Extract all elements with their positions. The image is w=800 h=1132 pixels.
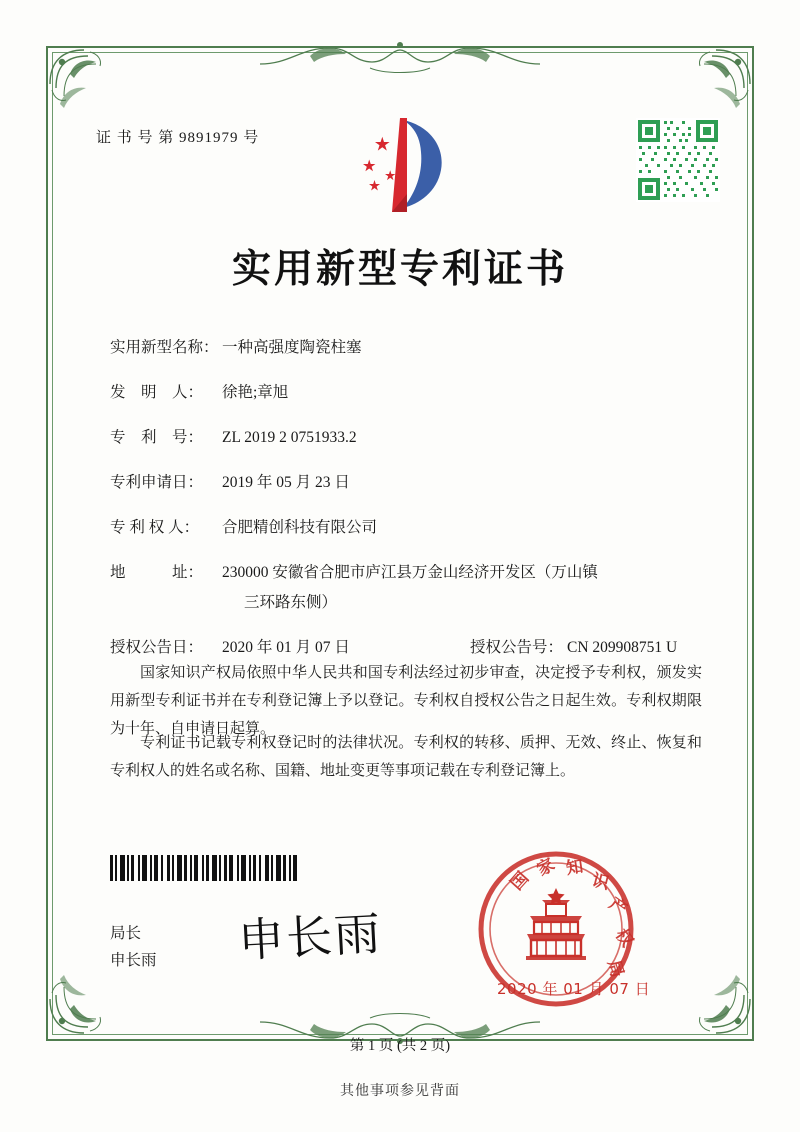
field-row-application-date: [110, 471, 710, 495]
svg-text:权: 权: [610, 925, 637, 951]
svg-text:家: 家: [533, 854, 559, 881]
field-value-group: [222, 561, 710, 615]
back-note: 其他事项参见背面: [340, 1084, 460, 1099]
field-row-patentee: [110, 516, 710, 540]
svg-text:国: 国: [506, 868, 534, 895]
barcode: [110, 855, 324, 881]
field-value: 徐艳;章旭: [222, 384, 289, 402]
field-value-line2: 三环路东侧）: [244, 594, 338, 612]
field-label: 地 址：: [110, 564, 204, 582]
qr-code-icon: [636, 118, 720, 202]
field-row-address: [110, 561, 710, 615]
field-value-group: [222, 636, 710, 660]
corner-ornament-icon: [670, 953, 756, 1039]
field-row-inventor: [110, 381, 710, 405]
svg-text:识: 识: [589, 870, 612, 894]
field-label: 专 利 权 人：: [110, 519, 200, 537]
field-label: 授权公告日：: [110, 639, 204, 657]
corner-ornament-icon: [44, 44, 130, 130]
certificate-number-value: 第 9891979 号: [158, 130, 260, 146]
field-value: 2019 年 05 月 23 日: [222, 474, 350, 492]
field-value: ZL 2019 2 0751933.2: [222, 429, 357, 447]
grant-date-value: 2020 年 01 月 07 日: [222, 639, 350, 657]
field-row-utility-model-name: [110, 336, 710, 360]
svg-text:知: 知: [564, 856, 585, 879]
field-label: 专利申请日：: [110, 474, 204, 492]
svg-text:局: 局: [603, 957, 628, 980]
paragraph-legal-1: 国家知识产权局依照中华人民共和国专利法经过初步审查，决定授予专利权，颁发实用新型专利证书并在专利登记簿上予以登记。专利权自授权公告之日起生效。专利权期限为十年、自申请日起算。: [110, 665, 702, 737]
cnipa-logo-icon: [345, 112, 455, 220]
director-label: 局长: [110, 925, 142, 942]
signature-handwriting: 申长雨: [236, 906, 384, 968]
certificate-number-label: 证 书 号: [96, 130, 154, 146]
field-value: 230000 安徽省合肥市庐江县万金山经济开发区（万山镇: [222, 564, 598, 582]
seal-date: 2020 年 01 月 07 日: [497, 980, 651, 998]
director-name: 申长雨: [110, 952, 157, 969]
grant-number-value: CN 209908751 U: [567, 639, 678, 657]
page-title: 实用新型专利证书: [231, 247, 568, 292]
page-indicator: 第 1 页 (共 2 页): [349, 1038, 451, 1054]
paragraph-legal-2: 专利证书记载专利权登记时的法律状况。专利权的转移、质押、无效、终止、恢复和专利权人的姓名或名称、国籍、地址变更等事项记载在专利登记簿上。: [110, 735, 702, 779]
field-label: 专 利 号：: [110, 429, 204, 447]
field-row-patent-number: [110, 426, 710, 450]
field-value: 一种高强度陶瓷柱塞: [222, 339, 362, 356]
field-label: 发 明 人：: [110, 384, 204, 402]
svg-text:产: 产: [605, 893, 631, 920]
field-list: [110, 336, 710, 681]
grant-number-label: 授权公告号：: [470, 639, 564, 657]
field-row-grant: [110, 636, 710, 660]
field-label: 实用新型名称：: [110, 339, 219, 356]
field-value: 合肥精创科技有限公司: [222, 519, 378, 537]
top-flourish-ornament-icon: [250, 36, 550, 78]
certificate-number: [96, 126, 259, 147]
